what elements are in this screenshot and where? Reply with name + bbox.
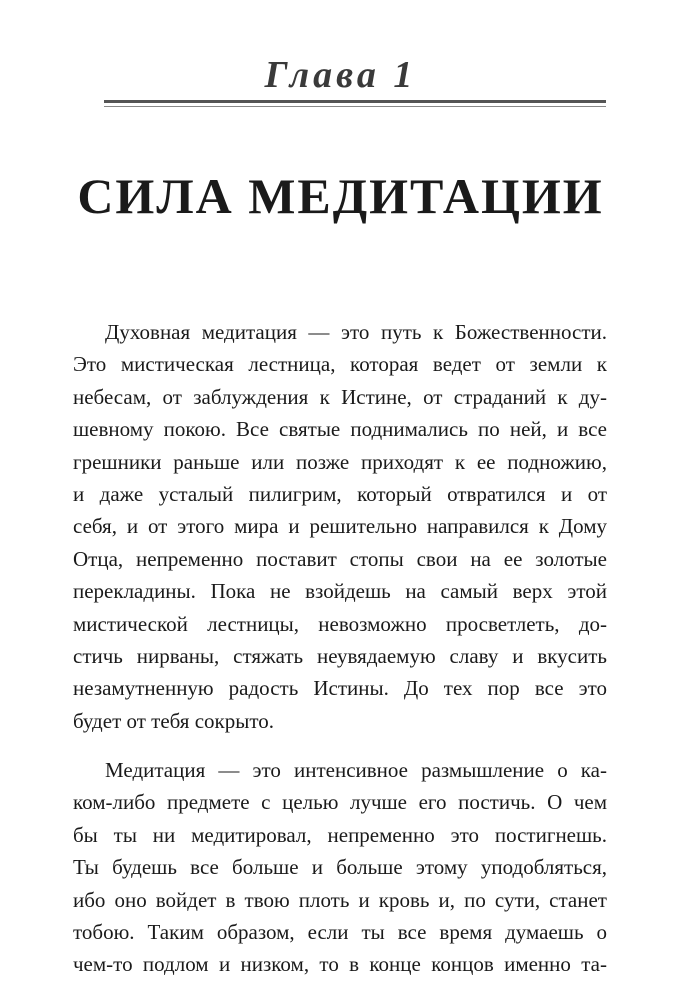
body-text — [73, 316, 607, 998]
text-line: небесам, от заблуждения к Истине, от страданий к ду- — [73, 384, 607, 409]
text-line: Ты будешь все больше и больше этому уподобляться, — [73, 855, 607, 880]
text-line: ибо оно войдет в твою плоть и кровь и, по сути, станет — [73, 887, 607, 912]
text-line: Это мистическая лестница, которая ведет от земли к — [73, 352, 607, 377]
text-line: Отца, непременно поставит стопы свои на ее золотые — [73, 546, 607, 571]
text-line: незамутненную радость Истины. До тех пор все это — [73, 676, 607, 701]
text-line: шевному покою. Все святые поднимались по ней, и все — [73, 417, 607, 442]
text-line: чем-то подлом и низком, то в конце концов именно та- — [73, 952, 607, 977]
text-line: Медитация — это интенсивное размышление о ка- — [105, 758, 607, 783]
chapter-divider-thick — [104, 100, 606, 103]
text-line: и даже усталый пилигрим, который отвратился и от — [73, 481, 607, 506]
chapter-title: СИЛА МЕДИТАЦИИ — [77, 168, 604, 224]
text-line: себя, и от этого мира и решительно направился к Дому — [73, 514, 607, 539]
text-line: Духовная медитация — это путь к Божественности. — [105, 320, 607, 344]
text-line: ком-либо предмете с целью лучше его постичь. О чем — [73, 790, 607, 815]
text-line: перекладины. Пока не взойдешь на самый верх этой — [73, 579, 607, 604]
paragraph-2 — [73, 754, 607, 981]
text-line: стичь нирваны, стяжать неувядаемую славу и вкусить — [73, 643, 607, 668]
text-line: мистической лестницы, невозможно просветлеть, до- — [73, 611, 607, 636]
text-line: тобою. Таким образом, если ты все время думаешь о — [73, 920, 607, 945]
paragraph-1 — [73, 316, 607, 737]
chapter-label: Глава 1 — [264, 54, 417, 96]
text-line: грешники раньше или позже приходят к ее подножию, — [73, 449, 607, 474]
text-line: будет от тебя сокрыто. — [73, 708, 274, 733]
chapter-divider-thin — [104, 106, 606, 107]
text-line: бы ты ни медитировал, непременно это постигнешь. — [73, 822, 607, 847]
